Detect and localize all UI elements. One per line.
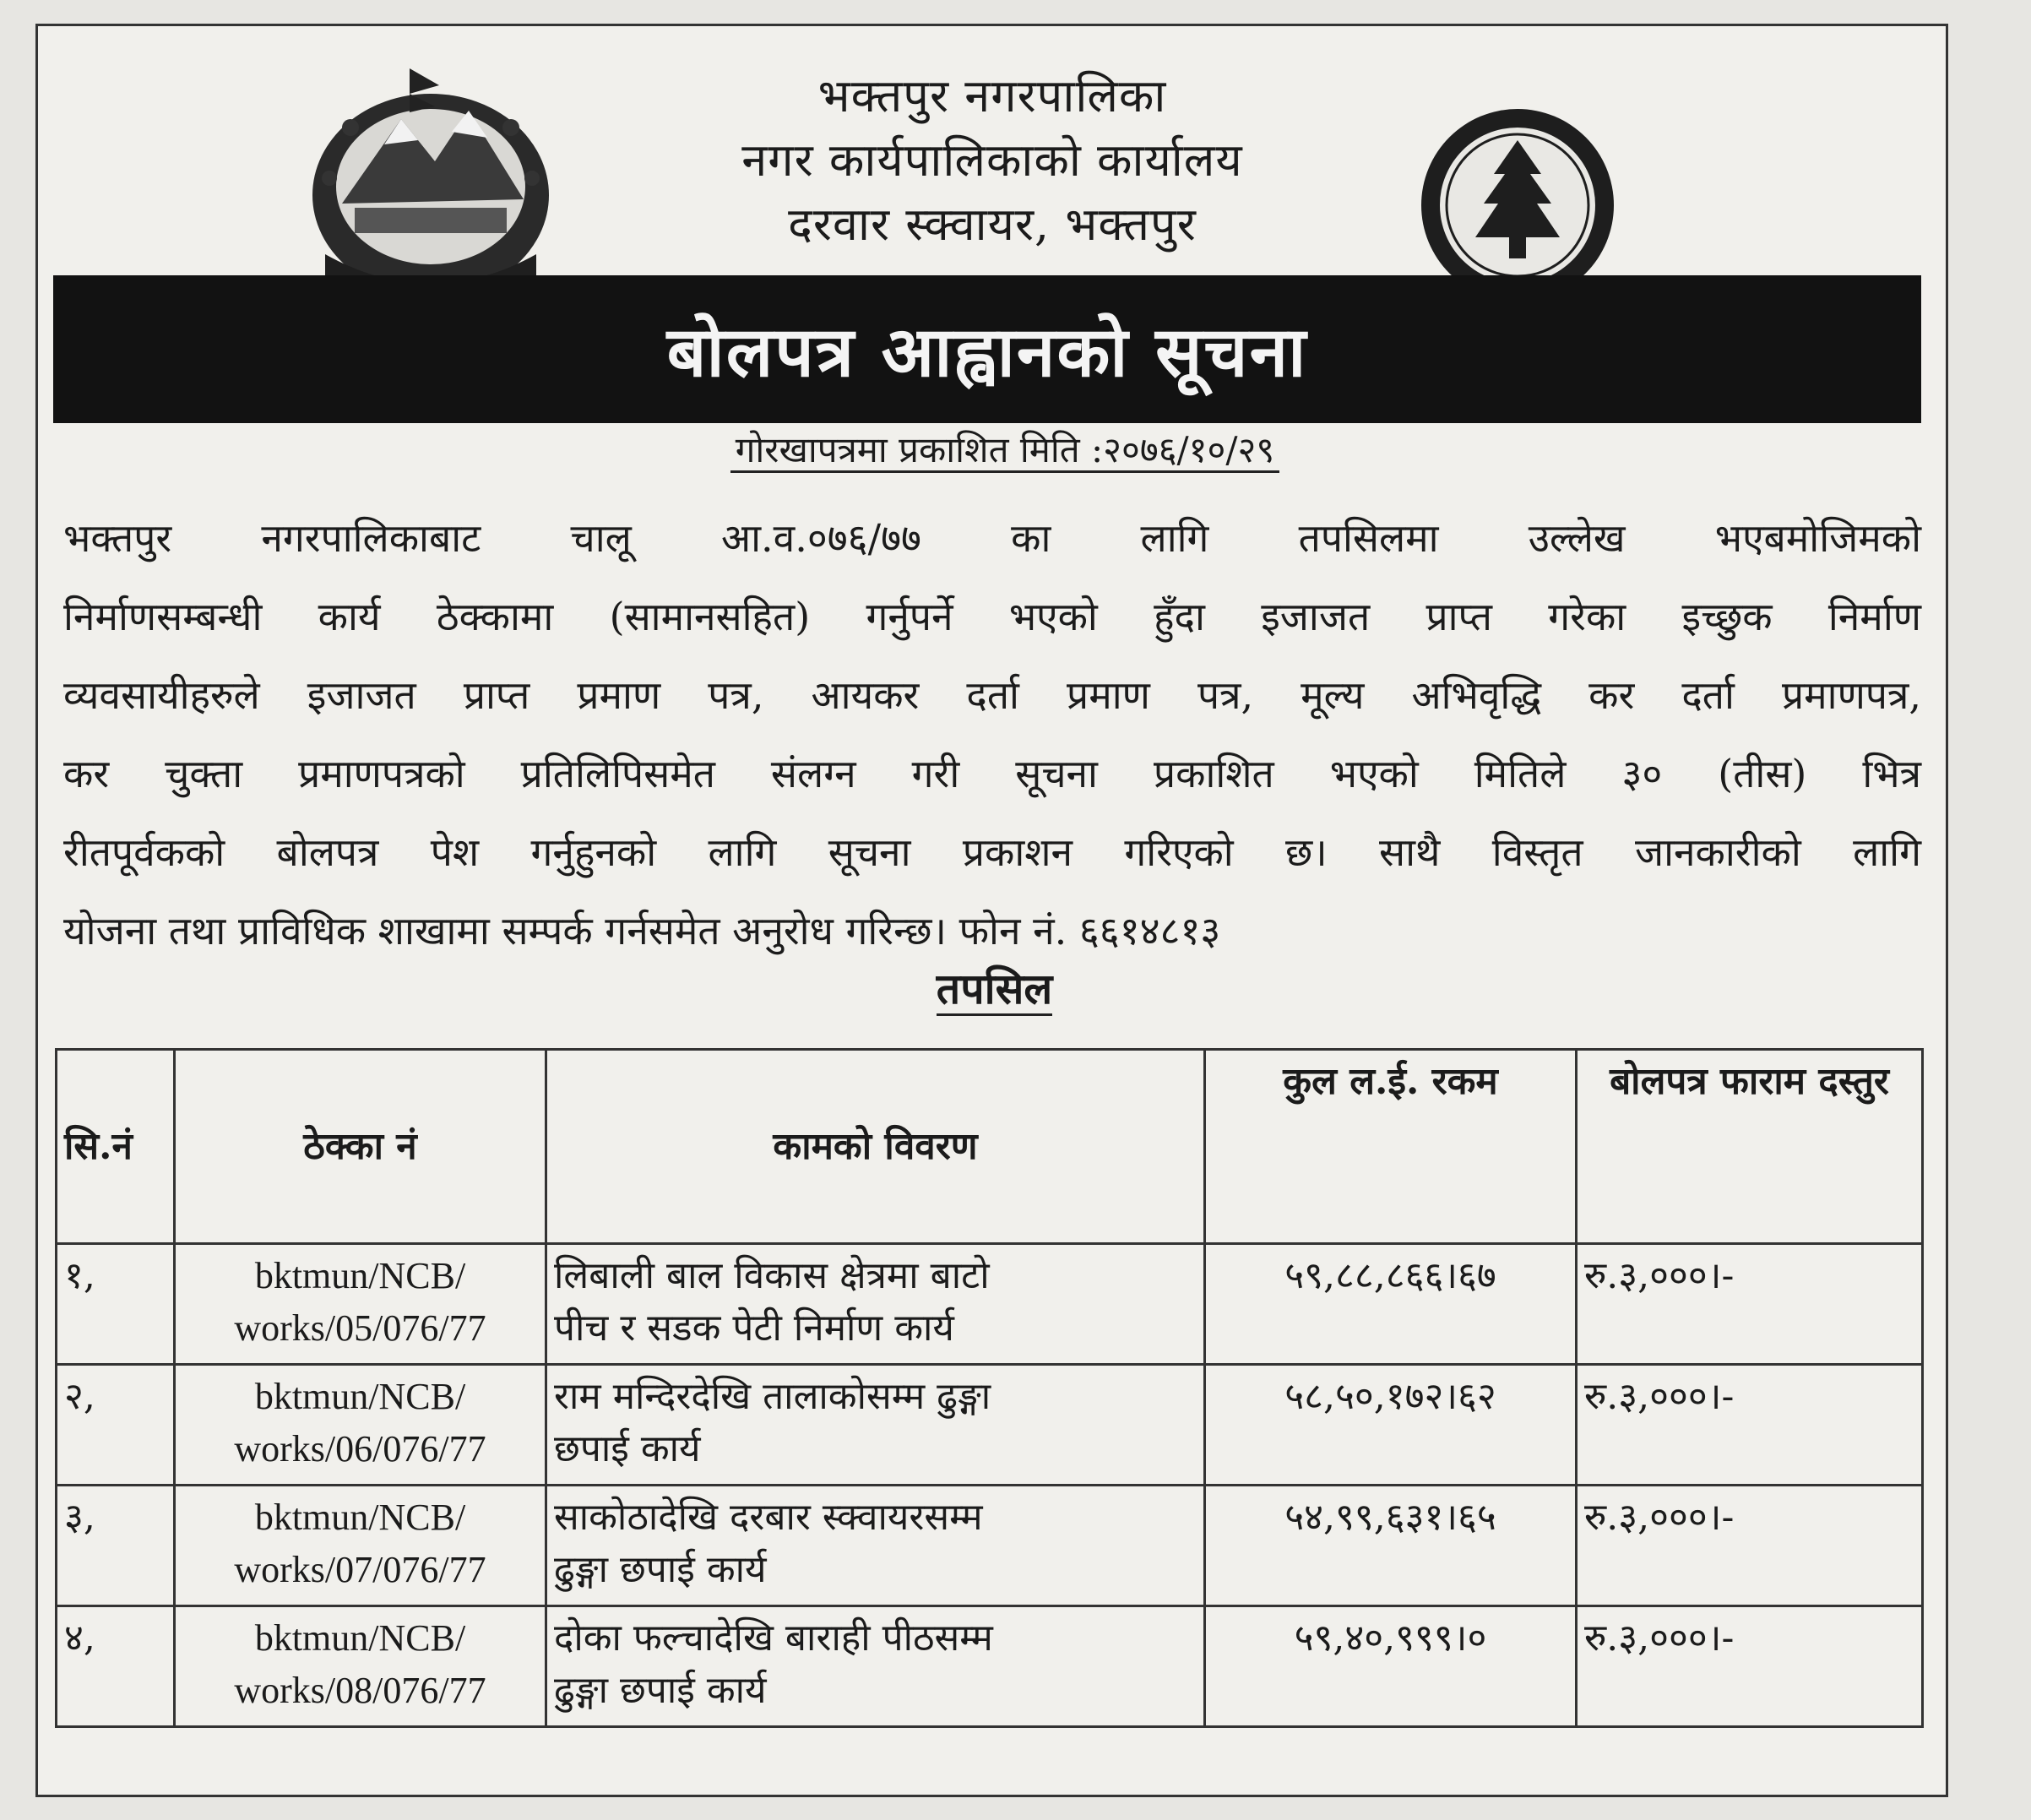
header-fee: बोलपत्र फाराम दस्तुर (1577, 1050, 1923, 1244)
description-line2: ढुङ्गा छपाई कार्य (554, 1669, 767, 1712)
notice-sheet (35, 24, 1948, 1797)
office-address: दरवार स्क्वायर, भक्तपुर (788, 198, 1197, 251)
description-line1: राम मन्दिरदेखि तालाकोसम्म ढुङ्गा (554, 1375, 991, 1418)
office-heading (612, 64, 1372, 257)
contract-no-part2: works/06/076/77 (234, 1428, 486, 1470)
description-line1: साकोठादेखि दरबार स्क्वायरसम्म (554, 1496, 983, 1539)
header-estimate: कुल ल.ई. रकम (1205, 1050, 1577, 1244)
contract-no-part2: works/07/076/77 (234, 1549, 486, 1590)
cell-fee: रु.३,०००।- (1577, 1606, 1923, 1727)
cell-estimate: ५४,९९,६३१।६५ (1205, 1486, 1577, 1606)
body-line: व्यवसायीहरुले इजाजत प्राप्त प्रमाण पत्र, आयकर दर्ता प्रमाण पत्र, मूल्य अभिवृद्धि कर दर्ता प्रमाणपत्र, (63, 672, 1921, 718)
tender-table (55, 1048, 1924, 1728)
header-description: कामको विवरण (546, 1050, 1205, 1244)
cell-sn: ३, (57, 1486, 175, 1606)
cell-fee: रु.३,०००।- (1577, 1365, 1923, 1486)
cell-sn: ४, (57, 1606, 175, 1727)
table-header-row (57, 1050, 1923, 1244)
body-line: योजना तथा प्राविधिक शाखामा सम्पर्क गर्नसमेत अनुरोध गरिन्छ। फोन नं. ६६१४८१३ (63, 908, 1221, 953)
body-line: निर्माणसम्बन्धी कार्य ठेक्कामा (सामानसहित) गर्नुपर्ने भएको हुँदा इजाजत प्राप्त गरेका इच्छुक निर्माण (63, 594, 1921, 639)
table-row (57, 1244, 1923, 1365)
contract-no-part1: bktmun/NCB/ (254, 1617, 466, 1659)
cell-description (546, 1606, 1205, 1727)
contract-no-part2: works/08/076/77 (234, 1670, 486, 1711)
cell-description (546, 1244, 1205, 1365)
office-subtitle: नगर कार्यपालिकाको कार्यालय (741, 133, 1243, 187)
cell-contract-no (175, 1486, 546, 1606)
published-date (621, 423, 1389, 477)
cell-fee: रु.३,०००।- (1577, 1244, 1923, 1365)
nepal-emblem-icon (291, 60, 570, 305)
cell-estimate: ५९,८८,८६६।६७ (1205, 1244, 1577, 1365)
header-contract-no: ठेक्का नं (175, 1050, 546, 1244)
cell-estimate: ५९,४०,९९९।० (1205, 1606, 1577, 1727)
cell-description (546, 1365, 1205, 1486)
published-date-text: गोरखापत्रमा प्रकाशित मिति :२०७६/१०/२९ (730, 429, 1279, 473)
description-line1: लिबाली बाल विकास क्षेत्रमा बाटो (554, 1254, 990, 1297)
cell-sn: २, (57, 1365, 175, 1486)
header-sn: सि.नं (57, 1050, 175, 1244)
cell-fee: रु.३,०००।- (1577, 1486, 1923, 1606)
cell-contract-no (175, 1244, 546, 1365)
contract-no-part1: bktmun/NCB/ (254, 1497, 466, 1538)
contract-no-part1: bktmun/NCB/ (254, 1376, 466, 1417)
schedule-heading (38, 959, 1951, 1019)
cell-contract-no (175, 1606, 546, 1727)
table-row (57, 1486, 1923, 1606)
description-line1: दोका फल्चादेखि बाराही पीठसम्म (554, 1616, 993, 1660)
notice-title: बोलपत्र आह्वानको सूचना (666, 312, 1308, 393)
cell-sn: १, (57, 1244, 175, 1365)
cell-description (546, 1486, 1205, 1606)
cell-contract-no (175, 1365, 546, 1486)
schedule-heading-text: तपसिल (937, 964, 1053, 1016)
body-line: कर चुक्ता प्रमाणपत्रको प्रतिलिपिसमेत संलग्न गरी सूचना प्रकाशित भएको मितिले ३० (तीस) भित्र (63, 751, 1921, 796)
office-name: भक्तपुर नगरपालिका (817, 69, 1167, 122)
table-row (57, 1365, 1923, 1486)
body-line: भक्तपुर नगरपालिकाबाट चालू आ.व.०७६/७७ का लागि तपसिलमा उल्लेख भएबमोजिमको (63, 515, 1921, 561)
notice-title-banner (53, 275, 1921, 423)
description-line2: पीच र सडक पेटी निर्माण कार्य (554, 1307, 954, 1350)
notice-body (63, 499, 1921, 970)
description-line2: छपाई कार्य (554, 1427, 701, 1470)
contract-no-part1: bktmun/NCB/ (254, 1255, 466, 1296)
contract-no-part2: works/05/076/77 (234, 1307, 486, 1349)
cell-estimate: ५८,५०,१७२।६२ (1205, 1365, 1577, 1486)
table-row (57, 1606, 1923, 1727)
body-line: रीतपूर्वकको बोलपत्र पेश गर्नुहुनको लागि सूचना प्रकाशन गरिएको छ। साथै विस्तृत जानकारीको लागि (63, 829, 1921, 875)
description-line2: ढुङ्गा छपाई कार्य (554, 1548, 767, 1591)
